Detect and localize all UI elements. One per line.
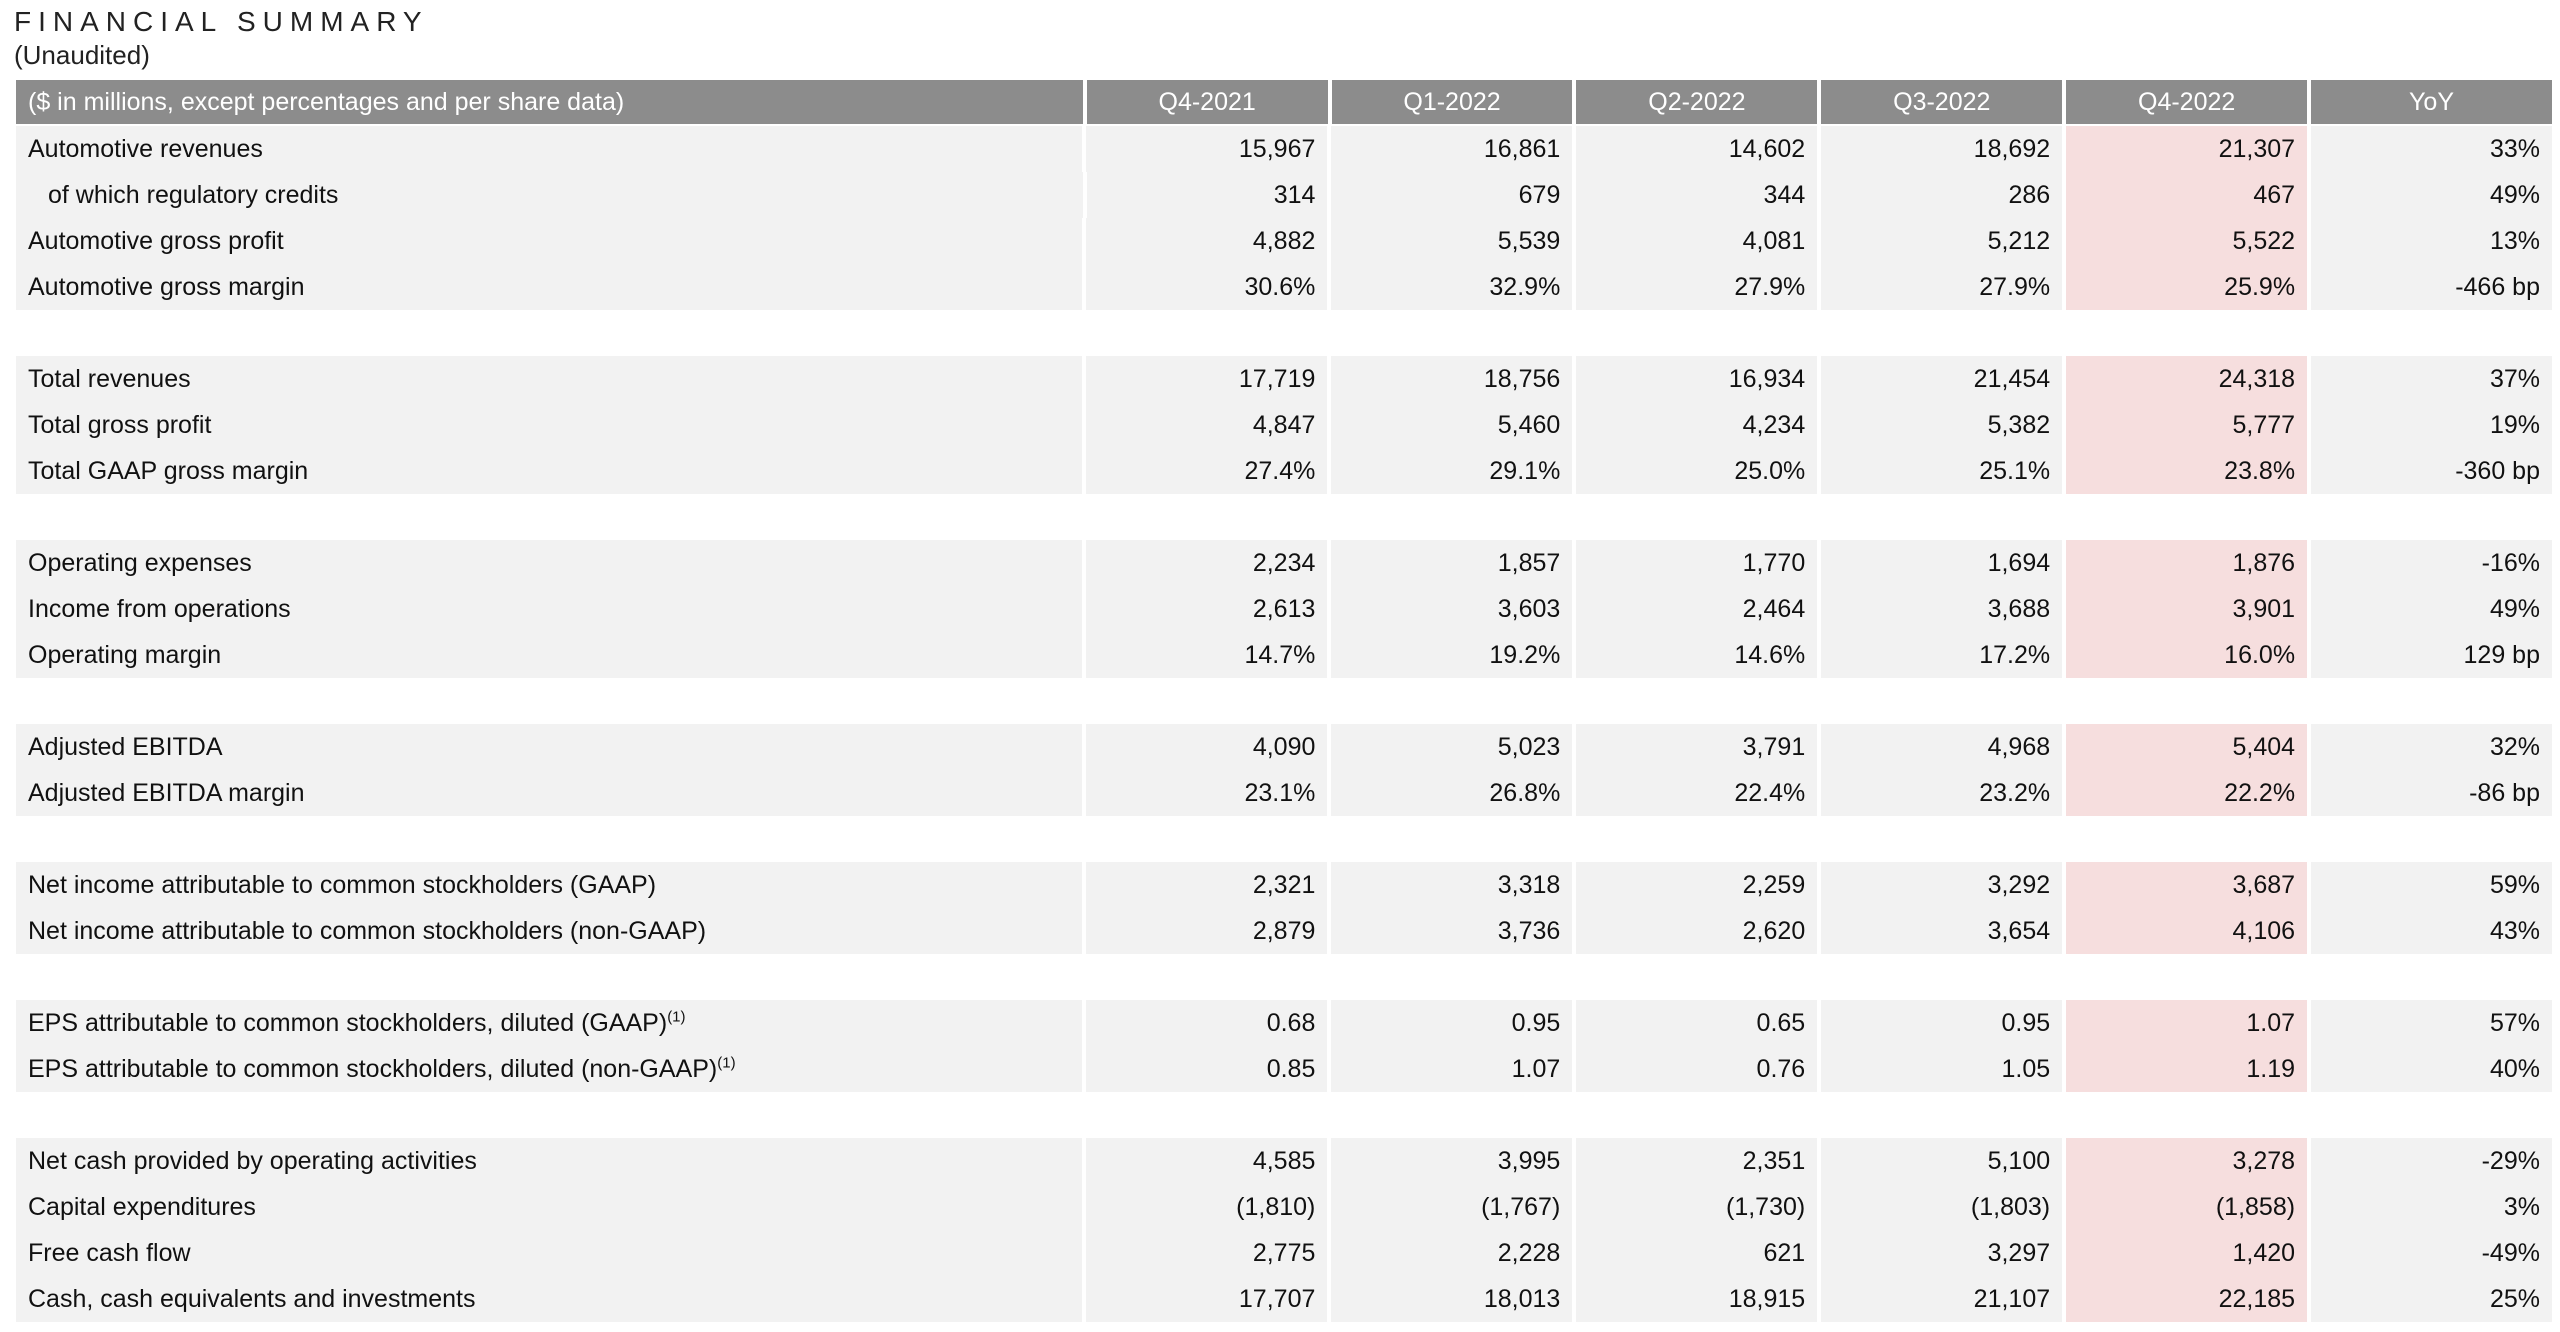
table-row	[16, 770, 2552, 816]
row-label	[16, 1276, 1082, 1322]
cell-q4-2021: 17,707	[1086, 1276, 1327, 1322]
row-label-text: Total GAAP gross margin	[28, 457, 309, 485]
row-label	[16, 586, 1082, 632]
cell-q4-2021: 4,847	[1086, 402, 1327, 448]
row-label-text: Automotive gross profit	[28, 227, 284, 255]
cell-q4-2022: 16.0%	[2066, 632, 2307, 678]
cell-q1-2022: 29.1%	[1331, 448, 1572, 494]
group-spacer	[16, 678, 2552, 724]
row-label	[16, 1000, 1082, 1046]
cell-q4-2022: 5,522	[2066, 218, 2307, 264]
header-yoy: YoY	[2311, 80, 2552, 124]
table-row	[16, 908, 2552, 954]
cell-q1-2022: 18,756	[1331, 356, 1572, 402]
cell-q3-2022: 18,692	[1821, 126, 2062, 172]
cell-yoy: 33%	[2311, 126, 2552, 172]
cell-q1-2022: 0.95	[1331, 1000, 1572, 1046]
cell-q1-2022: 1.07	[1331, 1046, 1572, 1092]
row-label	[16, 1138, 1082, 1184]
cell-q4-2021: 0.68	[1086, 1000, 1327, 1046]
cell-q1-2022: (1,767)	[1331, 1184, 1572, 1230]
cell-q3-2022: 286	[1821, 172, 2062, 218]
table-row	[16, 1000, 2552, 1046]
row-label	[16, 724, 1082, 770]
row-label	[16, 1184, 1082, 1230]
header-q3-2022: Q3-2022	[1821, 80, 2062, 124]
cell-q3-2022: (1,803)	[1821, 1184, 2062, 1230]
cell-q1-2022: 16,861	[1331, 126, 1572, 172]
table-row	[16, 126, 2552, 172]
header-q2-2022: Q2-2022	[1576, 80, 1817, 124]
cell-q3-2022: 17.2%	[1821, 632, 2062, 678]
cell-q4-2021: 14.7%	[1086, 632, 1327, 678]
table-row	[16, 1138, 2552, 1184]
cell-q4-2021: 15,967	[1086, 126, 1327, 172]
header-q4-2021: Q4-2021	[1087, 80, 1328, 124]
cell-q4-2022: 1.07	[2066, 1000, 2307, 1046]
table-row	[16, 448, 2552, 494]
cell-q2-2022: 2,620	[1576, 908, 1817, 954]
row-label	[16, 632, 1082, 678]
row-label	[16, 264, 1082, 310]
cell-yoy: 19%	[2311, 402, 2552, 448]
cell-yoy: -466 bp	[2311, 264, 2552, 310]
row-label-text: Total revenues	[28, 365, 191, 393]
table-row	[16, 218, 2552, 264]
table-row	[16, 724, 2552, 770]
cell-q1-2022: 18,013	[1331, 1276, 1572, 1322]
cell-yoy: 49%	[2311, 172, 2552, 218]
cell-yoy: 37%	[2311, 356, 2552, 402]
row-label-text: Cash, cash equivalents and investments	[28, 1285, 476, 1313]
cell-q4-2021: 2,234	[1086, 540, 1327, 586]
cell-q4-2021: 30.6%	[1086, 264, 1327, 310]
table-row	[16, 264, 2552, 310]
cell-q4-2022: 24,318	[2066, 356, 2307, 402]
cell-q4-2021: 2,879	[1086, 908, 1327, 954]
cell-yoy: 32%	[2311, 724, 2552, 770]
cell-q4-2021: 2,775	[1086, 1230, 1327, 1276]
row-label-text: of which regulatory credits	[48, 181, 339, 209]
cell-q1-2022: 3,603	[1331, 586, 1572, 632]
cell-q3-2022: 3,688	[1821, 586, 2062, 632]
group-spacer	[16, 494, 2552, 540]
cell-q4-2022: 3,687	[2066, 862, 2307, 908]
row-label-text: Total gross profit	[28, 411, 212, 439]
cell-yoy: -49%	[2311, 1230, 2552, 1276]
cell-yoy: 57%	[2311, 1000, 2552, 1046]
cell-q2-2022: 0.76	[1576, 1046, 1817, 1092]
row-label-text: Operating margin	[28, 641, 222, 669]
table-row	[16, 172, 2552, 218]
row-label-text: Free cash flow	[28, 1239, 191, 1267]
cell-yoy: 40%	[2311, 1046, 2552, 1092]
cell-yoy: -16%	[2311, 540, 2552, 586]
header-label: ($ in millions, except percentages and per share data)	[16, 80, 1083, 124]
group-spacer	[16, 954, 2552, 1000]
row-label	[16, 908, 1082, 954]
cell-q4-2022: (1,858)	[2066, 1184, 2307, 1230]
cell-yoy: 59%	[2311, 862, 2552, 908]
cell-q1-2022: 32.9%	[1331, 264, 1572, 310]
row-label-text: Automotive gross margin	[28, 273, 305, 301]
table-row	[16, 1230, 2552, 1276]
cell-q2-2022: 25.0%	[1576, 448, 1817, 494]
table-row	[16, 862, 2552, 908]
cell-q4-2022: 467	[2066, 172, 2307, 218]
row-label-text: Net income attributable to common stockholders (GAAP)	[28, 871, 657, 899]
cell-q2-2022: 14,602	[1576, 126, 1817, 172]
cell-q4-2022: 3,278	[2066, 1138, 2307, 1184]
table-row	[16, 1276, 2552, 1322]
cell-q1-2022: 3,318	[1331, 862, 1572, 908]
cell-q3-2022: 1.05	[1821, 1046, 2062, 1092]
cell-q3-2022: 3,297	[1821, 1230, 2062, 1276]
cell-q2-2022: 4,234	[1576, 402, 1817, 448]
row-label-text: Net income attributable to common stockholders (non-GAAP)	[28, 917, 707, 945]
row-label-text: Adjusted EBITDA	[28, 733, 223, 761]
cell-q1-2022: 2,228	[1331, 1230, 1572, 1276]
cell-q2-2022: 18,915	[1576, 1276, 1817, 1322]
cell-q2-2022: 4,081	[1576, 218, 1817, 264]
cell-q3-2022: 3,292	[1821, 862, 2062, 908]
row-label	[16, 1046, 1082, 1092]
cell-q1-2022: 3,736	[1331, 908, 1572, 954]
cell-q3-2022: 23.2%	[1821, 770, 2062, 816]
row-label-text: Operating expenses	[28, 549, 252, 577]
cell-q2-2022: 22.4%	[1576, 770, 1817, 816]
cell-q1-2022: 19.2%	[1331, 632, 1572, 678]
header-q4-2022: Q4-2022	[2066, 80, 2307, 124]
row-label-text: Adjusted EBITDA margin	[28, 779, 305, 807]
cell-q4-2022: 5,404	[2066, 724, 2307, 770]
cell-q4-2021: 4,090	[1086, 724, 1327, 770]
row-label-text: Income from operations	[28, 595, 291, 623]
cell-q1-2022: 679	[1331, 172, 1572, 218]
footnote-marker: (1)	[717, 1054, 736, 1072]
row-label	[16, 540, 1082, 586]
cell-q1-2022: 5,023	[1331, 724, 1572, 770]
cell-q3-2022: 27.9%	[1821, 264, 2062, 310]
table-row	[16, 632, 2552, 678]
cell-q1-2022: 1,857	[1331, 540, 1572, 586]
row-label	[16, 172, 1083, 218]
cell-q4-2021: 27.4%	[1086, 448, 1327, 494]
cell-yoy: 49%	[2311, 586, 2552, 632]
cell-q3-2022: 21,107	[1821, 1276, 2062, 1322]
group-spacer	[16, 1092, 2552, 1138]
row-label	[16, 126, 1082, 172]
cell-yoy: 25%	[2311, 1276, 2552, 1322]
table-row	[16, 1046, 2552, 1092]
table-row	[16, 540, 2552, 586]
cell-q1-2022: 3,995	[1331, 1138, 1572, 1184]
row-label-text: EPS attributable to common stockholders, diluted (GAAP)	[28, 1009, 668, 1037]
cell-q4-2022: 5,777	[2066, 402, 2307, 448]
cell-q2-2022: 344	[1576, 172, 1817, 218]
cell-q4-2022: 1,420	[2066, 1230, 2307, 1276]
financial-summary-table	[16, 80, 2552, 1322]
cell-q3-2022: 0.95	[1821, 1000, 2062, 1046]
cell-q2-2022: (1,730)	[1576, 1184, 1817, 1230]
cell-q4-2021: 0.85	[1086, 1046, 1327, 1092]
cell-q4-2021: 2,613	[1086, 586, 1327, 632]
row-label-text: Automotive revenues	[28, 135, 263, 163]
cell-q2-2022: 1,770	[1576, 540, 1817, 586]
header-q1-2022: Q1-2022	[1332, 80, 1573, 124]
cell-q4-2021: (1,810)	[1086, 1184, 1327, 1230]
cell-q2-2022: 27.9%	[1576, 264, 1817, 310]
cell-q3-2022: 5,382	[1821, 402, 2062, 448]
cell-q4-2021: 23.1%	[1086, 770, 1327, 816]
cell-q3-2022: 5,212	[1821, 218, 2062, 264]
cell-q3-2022: 21,454	[1821, 356, 2062, 402]
cell-yoy: 43%	[2311, 908, 2552, 954]
cell-q4-2022: 1.19	[2066, 1046, 2307, 1092]
cell-yoy: 129 bp	[2311, 632, 2552, 678]
group-spacer	[16, 816, 2552, 862]
cell-yoy: -29%	[2311, 1138, 2552, 1184]
cell-q2-2022: 16,934	[1576, 356, 1817, 402]
row-label-text: Net cash provided by operating activities	[28, 1147, 477, 1175]
table-row	[16, 1184, 2552, 1230]
table-row	[16, 356, 2552, 402]
cell-q1-2022: 26.8%	[1331, 770, 1572, 816]
cell-q4-2022: 21,307	[2066, 126, 2307, 172]
cell-q4-2021: 2,321	[1086, 862, 1327, 908]
cell-q4-2021: 314	[1087, 172, 1328, 218]
row-label-text: EPS attributable to common stockholders, diluted (non-GAAP)	[28, 1055, 718, 1083]
cell-yoy: 13%	[2311, 218, 2552, 264]
cell-q4-2022: 3,901	[2066, 586, 2307, 632]
cell-q4-2022: 1,876	[2066, 540, 2307, 586]
page-subtitle: (Unaudited)	[14, 40, 150, 70]
cell-q2-2022: 621	[1576, 1230, 1817, 1276]
table-row	[16, 586, 2552, 632]
row-label	[16, 218, 1082, 264]
cell-yoy: -86 bp	[2311, 770, 2552, 816]
row-label	[16, 402, 1082, 448]
cell-q3-2022: 3,654	[1821, 908, 2062, 954]
row-label	[16, 862, 1082, 908]
cell-q2-2022: 14.6%	[1576, 632, 1817, 678]
cell-q4-2021: 4,585	[1086, 1138, 1327, 1184]
table-row	[16, 402, 2552, 448]
cell-q2-2022: 2,351	[1576, 1138, 1817, 1184]
cell-q1-2022: 5,460	[1331, 402, 1572, 448]
cell-q4-2022: 23.8%	[2066, 448, 2307, 494]
row-label-text: Capital expenditures	[28, 1193, 256, 1221]
cell-q4-2022: 22,185	[2066, 1276, 2307, 1322]
table-header-row	[16, 80, 2552, 126]
row-label	[16, 1230, 1082, 1276]
cell-q3-2022: 25.1%	[1821, 448, 2062, 494]
cell-q4-2022: 4,106	[2066, 908, 2307, 954]
row-label	[16, 770, 1082, 816]
cell-q2-2022: 2,259	[1576, 862, 1817, 908]
cell-q3-2022: 4,968	[1821, 724, 2062, 770]
cell-q2-2022: 2,464	[1576, 586, 1817, 632]
cell-q2-2022: 0.65	[1576, 1000, 1817, 1046]
row-label	[16, 356, 1082, 402]
cell-q4-2021: 17,719	[1086, 356, 1327, 402]
cell-q3-2022: 1,694	[1821, 540, 2062, 586]
cell-q4-2022: 25.9%	[2066, 264, 2307, 310]
cell-q1-2022: 5,539	[1331, 218, 1572, 264]
cell-yoy: 3%	[2311, 1184, 2552, 1230]
row-label	[16, 448, 1082, 494]
group-spacer	[16, 310, 2552, 356]
footnote-marker: (1)	[667, 1008, 686, 1026]
page-title: FINANCIAL SUMMARY	[14, 6, 429, 37]
cell-q4-2021: 4,882	[1086, 218, 1327, 264]
cell-q2-2022: 3,791	[1576, 724, 1817, 770]
cell-yoy: -360 bp	[2311, 448, 2552, 494]
cell-q4-2022: 22.2%	[2066, 770, 2307, 816]
cell-q3-2022: 5,100	[1821, 1138, 2062, 1184]
